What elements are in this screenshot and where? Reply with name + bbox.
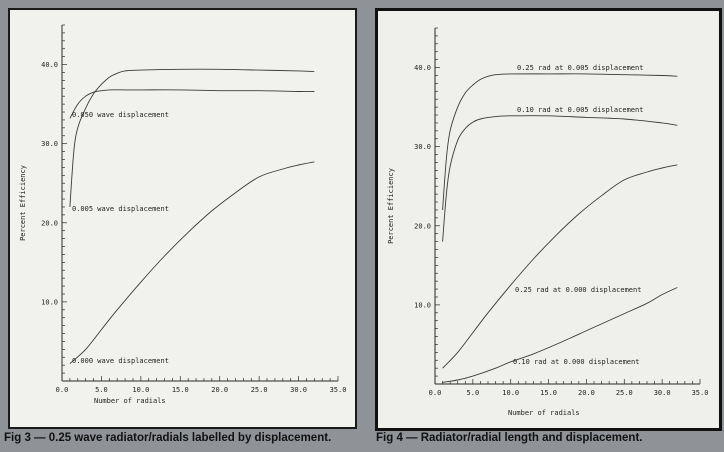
figure-4-chart [378,11,719,428]
fig4-x-tick-label: 5.0 [466,389,480,397]
fig4-x-tick-label: 35.0 [691,389,709,397]
fig4-series-label-2: 0.10 rad at 0.005 displacement [517,106,644,114]
fig4-x-tick-label: 10.0 [502,389,520,397]
fig3-series-label-1: 0.050 wave displacement [72,111,169,119]
fig3-y-tick-label: 40.0 [41,61,58,70]
figure-3-panel [8,8,357,429]
fig4-x-tick-label: 30.0 [653,389,671,397]
fig4-series-line-4 [443,288,678,383]
fig3-x-tick-label: 10.0 [132,386,150,394]
fig4-x-tick-label: 25.0 [615,389,633,397]
fig3-y-tick-label: 30.0 [41,140,58,149]
fig4-y-tick-label: 30.0 [414,143,431,152]
fig4-x-tick-label: 15.0 [540,389,558,397]
fig3-x-tick-label: 25.0 [250,386,268,394]
figure-3-chart [10,10,355,427]
fig4-y-tick-label: 20.0 [414,222,431,231]
fig4-series-label-1: 0.25 rad at 0.005 displacement [517,64,644,72]
fig4-x-axis-label: Number of radials [508,409,580,417]
fig4-series-line-2 [443,116,678,242]
fig3-x-tick-label: 0.0 [55,386,69,394]
fig3-series-label-3: 0.000 wave displacement [72,357,169,365]
fig3-x-axis-label: Number of radials [94,397,166,405]
fig4-y-tick-label: 10.0 [414,301,431,310]
fig3-x-tick-label: 5.0 [95,386,108,394]
fig4-y-tick-label: 40.0 [414,64,431,73]
fig3-x-tick-label: 35.0 [329,386,347,394]
figure-4-caption: Fig 4 — Radiator/radial length and displacement. [376,432,643,444]
fig4-x-tick-label: 0.0 [428,389,442,397]
fig3-series-label-2: 0.005 wave displacement [72,205,169,213]
fig3-y-tick-label: 20.0 [41,219,58,228]
fig4-series-label-3: 0.25 rad at 0.000 displacement [515,286,642,294]
fig3-x-tick-label: 15.0 [171,386,189,394]
fig4-x-tick-label: 20.0 [577,389,595,397]
fig3-y-tick-label: 10.0 [41,298,58,307]
fig3-y-axis-label: Percent Efficiency [19,165,27,241]
figure-3-caption: Fig 3 — 0.25 wave radiator/radials labelled by displacement. [4,432,332,444]
fig4-series-line-3 [443,165,678,368]
figure-4-panel [375,8,722,431]
fig4-series-line-1 [443,74,678,210]
fig3-x-tick-label: 30.0 [290,386,308,394]
fig3-x-tick-label: 20.0 [211,386,229,394]
fig4-series-label-4: 0.10 rad at 0.000 displacement [513,358,640,366]
fig3-series-line-3 [70,162,314,364]
fig4-y-axis-label: Percent Efficiency [387,168,395,244]
